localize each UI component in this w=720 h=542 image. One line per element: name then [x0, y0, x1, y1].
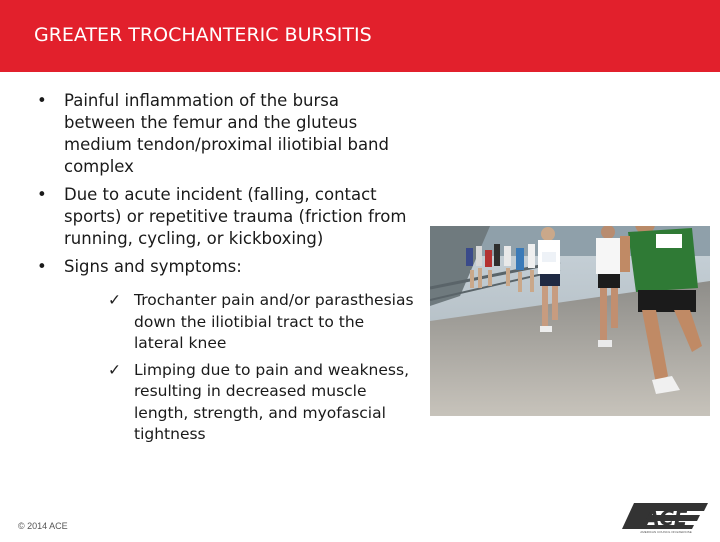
logo-caption: AMERICAN COUNCIL ON EXERCISE: [640, 530, 692, 534]
bullet-item: [30, 90, 415, 178]
runners-photo: [430, 226, 710, 416]
bullet-item: [30, 184, 415, 250]
check-text: Limping due to pain and weakness, resulting in decreased muscle length, strength, and myofascial tightness: [134, 360, 409, 443]
check-list: [108, 290, 415, 446]
title-bar: [0, 0, 720, 72]
bullet-marker: •: [37, 91, 47, 110]
check-icon: ✓: [108, 291, 121, 309]
bullet-text: Signs and symptoms:: [64, 257, 242, 276]
check-icon: ✓: [108, 360, 121, 379]
slide-content: [30, 90, 415, 452]
check-text: Trochanter pain and/or parasthesias down the iliotibial tract to the lateral knee: [134, 291, 414, 352]
bullet-marker: •: [37, 185, 47, 204]
copyright-text: © 2014 ACE: [18, 521, 68, 531]
bullet-text: Painful inflammation of the bursa between the femur and the gluteus medium tendon/proximal iliotibial band complex: [64, 91, 389, 176]
bullet-text: Due to acute incident (falling, contact sports) or repetitive trauma (friction from running, cycling, or kickboxing): [64, 185, 407, 248]
runners-photo-illustration: [430, 226, 710, 416]
bullet-list: [30, 90, 415, 446]
logo-text: ACE: [644, 506, 688, 530]
check-item: [108, 360, 415, 446]
bullet-item: [30, 256, 415, 446]
check-item: [108, 290, 415, 355]
slide-title: GREATER TROCHANTERIC BURSITIS: [34, 24, 372, 46]
bullet-marker: •: [37, 257, 47, 276]
